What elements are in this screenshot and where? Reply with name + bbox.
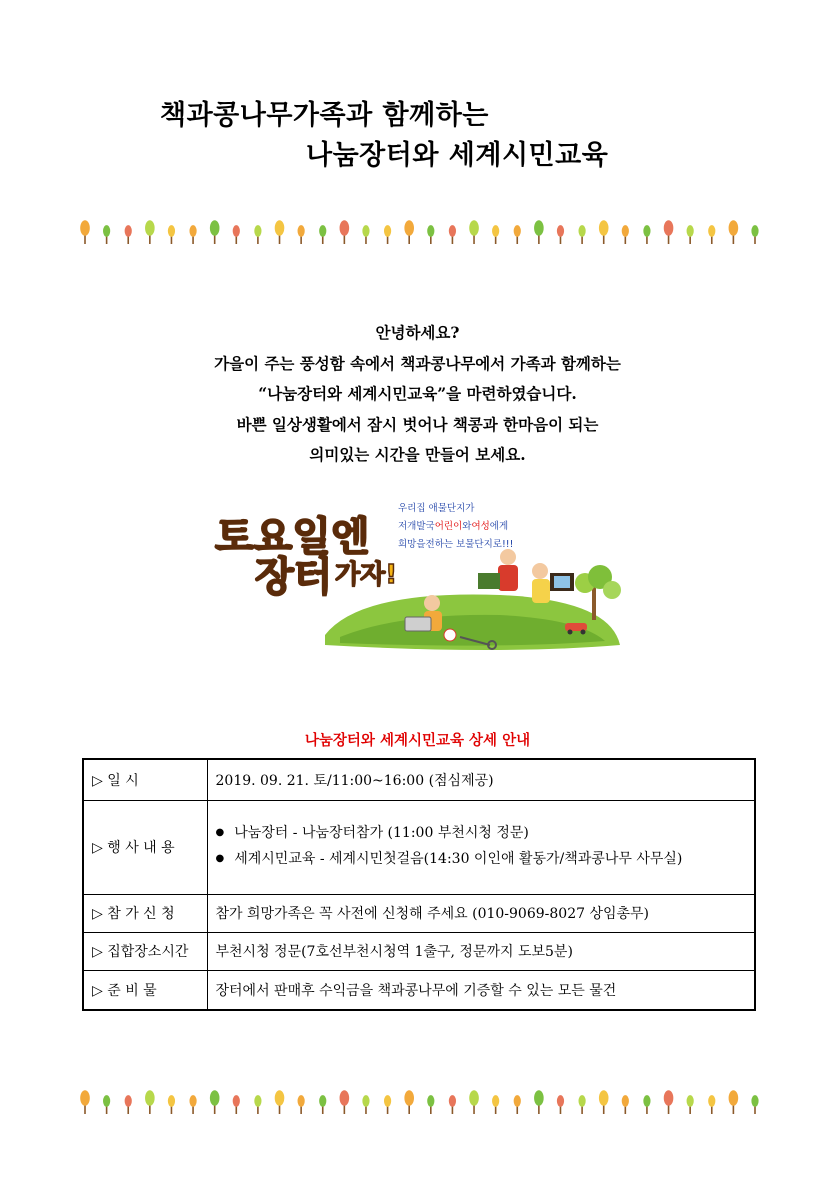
tree-icon bbox=[578, 225, 585, 244]
greeting-line: 의미있는 시간을 만들어 보세요. bbox=[309, 445, 526, 464]
tree-icon bbox=[125, 1095, 132, 1114]
tree-icon bbox=[708, 225, 715, 244]
table-row bbox=[83, 759, 755, 800]
tree-icon bbox=[298, 225, 305, 244]
tree-icon bbox=[751, 225, 758, 244]
tree-icon bbox=[664, 220, 674, 244]
row-label-meeting: ▷ 집합장소시간 bbox=[83, 932, 207, 970]
greeting-line: 바쁜 일상생활에서 잠시 벗어나 책콩과 한마음이 되는 bbox=[236, 414, 599, 434]
table-row bbox=[83, 932, 755, 970]
tree-icon bbox=[449, 225, 456, 244]
tree-icon bbox=[340, 1090, 350, 1114]
tree-icon bbox=[254, 1095, 261, 1114]
banner-headline2: 장터 bbox=[255, 554, 333, 600]
tree-icon bbox=[534, 220, 544, 244]
details-table bbox=[82, 758, 756, 1011]
tree-icon bbox=[125, 225, 132, 244]
row-label-program: ▷ 행 사 내 용 bbox=[83, 800, 207, 894]
tree-icon bbox=[80, 1090, 90, 1114]
tree-icon bbox=[233, 225, 240, 244]
tree-row-icon bbox=[80, 218, 760, 248]
tree-icon bbox=[599, 220, 609, 244]
tree-icon bbox=[578, 1095, 585, 1114]
tree-icon bbox=[449, 1095, 456, 1114]
tree-icon bbox=[664, 1090, 674, 1114]
tree-icon bbox=[189, 1095, 196, 1114]
tree-icon bbox=[687, 1095, 694, 1114]
tree-icon bbox=[362, 1095, 369, 1114]
banner-headline1: 토요일엔 bbox=[215, 514, 370, 560]
row-label-date: ▷ 일 시 bbox=[83, 759, 207, 800]
tree-icon bbox=[384, 225, 391, 244]
greeting-line: 안녕하세요? bbox=[375, 323, 460, 342]
tree-icon bbox=[103, 225, 110, 244]
tree-icon bbox=[168, 1095, 175, 1114]
tree-row-icon bbox=[80, 1088, 760, 1118]
tree-icon bbox=[427, 1095, 434, 1114]
tree-icon bbox=[599, 1090, 609, 1114]
tree-icon bbox=[103, 1095, 110, 1114]
tree-icon bbox=[275, 220, 285, 244]
table-row bbox=[83, 800, 755, 894]
row-value-supplies: 장터에서 판매후 수익금을 책과콩나무에 기증할 수 있는 모든 물건 bbox=[207, 970, 755, 1010]
tree-icon bbox=[492, 225, 499, 244]
market-banner-illustration bbox=[200, 495, 640, 655]
tree-icon bbox=[189, 225, 196, 244]
tree-icon bbox=[708, 1095, 715, 1114]
tree-icon bbox=[492, 1095, 499, 1114]
tree-icon bbox=[319, 1095, 326, 1114]
row-label-apply: ▷ 참 가 신 청 bbox=[83, 894, 207, 932]
banner-tagline3: 희망을전하는 보물단지로!!! bbox=[398, 539, 514, 550]
tree-icon bbox=[751, 1095, 758, 1114]
tree-icon bbox=[427, 225, 434, 244]
tree-icon bbox=[80, 220, 90, 244]
tree-icon bbox=[469, 1090, 479, 1114]
page-title-line1: 책과콩나무가족과 함께하는 bbox=[160, 100, 489, 131]
tree-icon bbox=[298, 1095, 305, 1114]
row-value-date: 2019. 09. 21. 토/11:00~16:00 (점심제공) bbox=[207, 759, 755, 800]
table-row bbox=[83, 894, 755, 932]
greeting-line: “나눔장터와 세계시민교육”을 마련하였습니다. bbox=[258, 384, 577, 403]
tree-icon bbox=[534, 1090, 544, 1114]
tree-icon bbox=[404, 220, 414, 244]
list-item: ● 세계시민교육 - 세계시민첫걸음(14:30 이인애 활동가/책과콩나무 사무실) bbox=[216, 847, 747, 873]
tree-icon bbox=[687, 225, 694, 244]
tree-icon bbox=[145, 220, 155, 244]
tree-icon bbox=[514, 225, 521, 244]
tree-icon bbox=[643, 225, 650, 244]
details-title: 나눔장터와 세계시민교육 상세 안내 bbox=[304, 733, 531, 749]
tree-icon bbox=[729, 1090, 739, 1114]
tree-icon bbox=[210, 220, 220, 244]
banner-tagline1: 우리집 애물단지가 bbox=[398, 503, 475, 514]
banner-headline3: 가자! bbox=[335, 560, 398, 590]
page-title-line2: 나눔장터와 세계시민교육 bbox=[306, 140, 609, 171]
tree-icon bbox=[319, 225, 326, 244]
list-item: ● 나눔장터 - 나눔장터참가 (11:00 부천시청 정문) bbox=[216, 821, 747, 847]
greeting-text bbox=[0, 318, 835, 471]
tree-icon bbox=[275, 1090, 285, 1114]
tree-icon bbox=[469, 220, 479, 244]
tree-icon bbox=[557, 225, 564, 244]
tree-icon bbox=[384, 1095, 391, 1114]
row-value-meeting: 부천시청 정문(7호선부천시청역 1출구, 정문까지 도보5분) bbox=[207, 932, 755, 970]
tree-icon bbox=[729, 220, 739, 244]
tree-icon bbox=[622, 1095, 629, 1114]
tree-icon bbox=[514, 1095, 521, 1114]
row-value-apply: 참가 희망가족은 꼭 사전에 신청해 주세요 (010-9069-8027 상임총무) bbox=[207, 894, 755, 932]
tree-icon bbox=[643, 1095, 650, 1114]
tree-icon bbox=[557, 1095, 564, 1114]
tree-icon bbox=[210, 1090, 220, 1114]
tree-icon bbox=[168, 225, 175, 244]
tree-icon bbox=[362, 225, 369, 244]
table-row bbox=[83, 970, 755, 1010]
tree-icon bbox=[254, 225, 261, 244]
tree-icon bbox=[340, 220, 350, 244]
greeting-line: 가을이 주는 풍성함 속에서 책과콩나무에서 가족과 함께하는 bbox=[214, 353, 621, 373]
tree-icon bbox=[233, 1095, 240, 1114]
tree-icon bbox=[622, 225, 629, 244]
row-value-program bbox=[207, 800, 755, 894]
banner-tagline2: 저개발국어린이와여성에게 bbox=[398, 521, 509, 532]
tree-icon bbox=[404, 1090, 414, 1114]
tree-icon bbox=[145, 1090, 155, 1114]
row-label-supplies: ▷ 준 비 물 bbox=[83, 970, 207, 1010]
